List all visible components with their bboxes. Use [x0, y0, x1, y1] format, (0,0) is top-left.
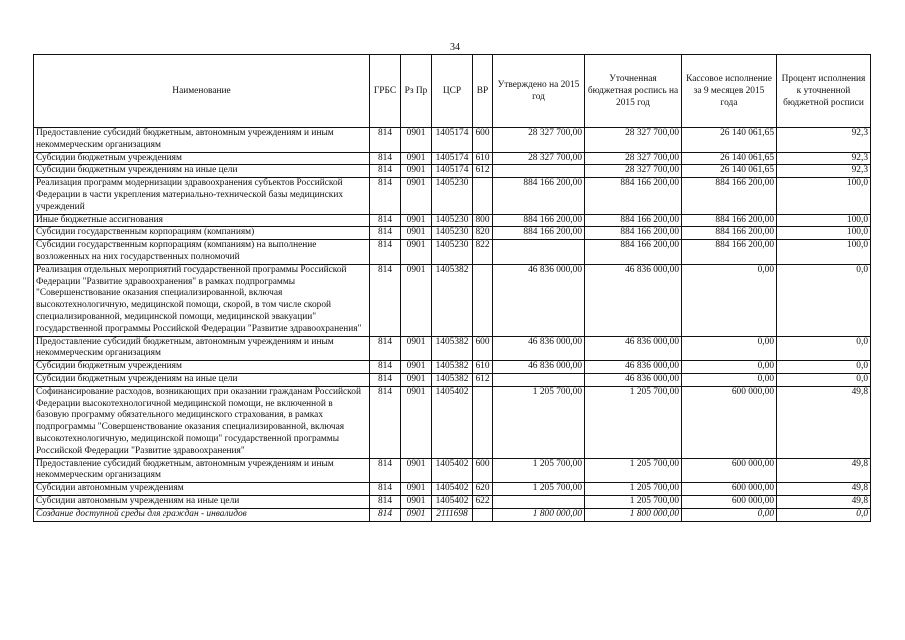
cell-approved: [493, 240, 585, 265]
cell-percent: 100,0: [777, 214, 871, 227]
cell-refined: 46 836 000,00: [585, 336, 682, 361]
cell-vr: 600: [473, 336, 493, 361]
cell-csr: 1405402: [432, 386, 473, 458]
cell-refined: 1 205 700,00: [585, 495, 682, 508]
cell-csr: 1405174: [432, 128, 473, 153]
cell-rzpr: 0901: [401, 240, 432, 265]
cell-vr: 822: [473, 240, 493, 265]
cell-cash: 26 140 061,65: [682, 152, 777, 165]
cell-rzpr: 0901: [401, 264, 432, 336]
cell-rzpr: 0901: [401, 495, 432, 508]
table-row: [34, 240, 871, 265]
cell-csr: 1405230: [432, 178, 473, 214]
cell-approved: 884 166 200,00: [493, 178, 585, 214]
cell-csr: 1405382: [432, 373, 473, 386]
cell-rzpr: 0901: [401, 361, 432, 374]
header-grbs: ГРБС: [370, 55, 401, 128]
cell-csr: 1405230: [432, 214, 473, 227]
cell-cash: 0,00: [682, 264, 777, 336]
table-row: [34, 361, 871, 374]
cell-percent: 49,8: [777, 495, 871, 508]
cell-approved: 884 166 200,00: [493, 214, 585, 227]
table-row: [34, 483, 871, 496]
cell-name: Субсидии бюджетным учреждениям на иные цели: [34, 165, 370, 178]
cell-grbs: 814: [370, 483, 401, 496]
cell-name: Создание доступной среды для граждан - инвалидов: [34, 508, 370, 521]
cell-grbs: 814: [370, 336, 401, 361]
cell-rzpr: 0901: [401, 336, 432, 361]
cell-approved: 884 166 200,00: [493, 227, 585, 240]
cell-approved: [493, 165, 585, 178]
cell-vr: [473, 508, 493, 521]
cell-name: Предоставление субсидий бюджетным, автономным учреждениям и иным некоммерческим организациям: [34, 128, 370, 153]
cell-vr: 800: [473, 214, 493, 227]
table-row: [34, 264, 871, 336]
cell-percent: 100,0: [777, 227, 871, 240]
table-row: [34, 458, 871, 483]
cell-refined: 28 327 700,00: [585, 128, 682, 153]
cell-refined: 46 836 000,00: [585, 264, 682, 336]
cell-cash: 600 000,00: [682, 483, 777, 496]
cell-name: Реализация программ модернизации здравоохранения субъектов Российской Федерации в части укрепления материально-технической базы медицинских учреждений: [34, 178, 370, 214]
cell-rzpr: 0901: [401, 458, 432, 483]
cell-vr: 612: [473, 373, 493, 386]
cell-percent: 0,0: [777, 336, 871, 361]
cell-rzpr: 0901: [401, 227, 432, 240]
cell-percent: 0,0: [777, 264, 871, 336]
cell-vr: 620: [473, 483, 493, 496]
header-rzpr: Рз Пр: [401, 55, 432, 128]
cell-csr: 2111698: [432, 508, 473, 521]
cell-percent: 49,8: [777, 458, 871, 483]
cell-refined: 1 205 700,00: [585, 386, 682, 458]
table-header-row: [34, 55, 871, 128]
cell-rzpr: 0901: [401, 386, 432, 458]
cell-percent: 100,0: [777, 240, 871, 265]
cell-name: Реализация отдельных мероприятий государственной программы Российской Федерации "Развитие здравоохранения" в рамках подпрограммы "Совершенствование оказания специализированной, включая высокотехнологичную, медицинской помощи, скорой, в том числе скорой специализированной, медицинской помощи, медицинской эвакуации" государственной программы Российской Федерации "Развитие здравоохранения": [34, 264, 370, 336]
cell-csr: 1405402: [432, 483, 473, 496]
cell-name: Иные бюджетные ассигнования: [34, 214, 370, 227]
cell-approved: 46 836 000,00: [493, 264, 585, 336]
table-row: [34, 152, 871, 165]
cell-cash: 0,00: [682, 361, 777, 374]
header-refined: Уточненная бюджетная роспись на 2015 год: [585, 55, 682, 128]
cell-cash: 26 140 061,65: [682, 128, 777, 153]
cell-rzpr: 0901: [401, 373, 432, 386]
cell-approved: 1 205 700,00: [493, 458, 585, 483]
cell-rzpr: 0901: [401, 214, 432, 227]
cell-cash: 0,00: [682, 508, 777, 521]
cell-name: Субсидии бюджетным учреждениям на иные цели: [34, 373, 370, 386]
cell-vr: 622: [473, 495, 493, 508]
cell-rzpr: 0901: [401, 508, 432, 521]
header-csr: ЦСР: [432, 55, 473, 128]
cell-grbs: 814: [370, 361, 401, 374]
cell-approved: [493, 373, 585, 386]
cell-grbs: 814: [370, 373, 401, 386]
cell-grbs: 814: [370, 240, 401, 265]
cell-vr: 600: [473, 128, 493, 153]
cell-csr: 1405174: [432, 152, 473, 165]
cell-percent: 100,0: [777, 178, 871, 214]
cell-refined: 884 166 200,00: [585, 240, 682, 265]
cell-name: Субсидии бюджетным учреждениям: [34, 152, 370, 165]
cell-percent: 92,3: [777, 128, 871, 153]
cell-cash: 0,00: [682, 336, 777, 361]
cell-percent: 92,3: [777, 152, 871, 165]
page-number: 34: [450, 42, 460, 53]
table-row: [34, 227, 871, 240]
cell-approved: 28 327 700,00: [493, 128, 585, 153]
cell-approved: [493, 495, 585, 508]
table-row: [34, 373, 871, 386]
cell-vr: [473, 264, 493, 336]
cell-name: Предоставление субсидий бюджетным, автономным учреждениям и иным некоммерческим организациям: [34, 336, 370, 361]
cell-refined: 884 166 200,00: [585, 227, 682, 240]
table-row: [34, 165, 871, 178]
cell-vr: 820: [473, 227, 493, 240]
cell-vr: 600: [473, 458, 493, 483]
cell-name: Субсидии государственным корпорациям (компаниям): [34, 227, 370, 240]
cell-name: Предоставление субсидий бюджетным, автономным учреждениям и иным некоммерческим организациям: [34, 458, 370, 483]
cell-refined: 46 836 000,00: [585, 373, 682, 386]
cell-grbs: 814: [370, 178, 401, 214]
cell-cash: 884 166 200,00: [682, 178, 777, 214]
cell-rzpr: 0901: [401, 165, 432, 178]
cell-grbs: 814: [370, 214, 401, 227]
table-row: [34, 128, 871, 153]
cell-approved: 1 205 700,00: [493, 483, 585, 496]
cell-rzpr: 0901: [401, 483, 432, 496]
cell-rzpr: 0901: [401, 152, 432, 165]
budget-table: [33, 54, 871, 522]
cell-csr: 1405402: [432, 458, 473, 483]
cell-grbs: 814: [370, 152, 401, 165]
cell-grbs: 814: [370, 386, 401, 458]
header-name: Наименование: [34, 55, 370, 128]
cell-cash: 600 000,00: [682, 386, 777, 458]
header-percent: Процент исполнения к уточненной бюджетной росписи: [777, 55, 871, 128]
cell-refined: 1 205 700,00: [585, 458, 682, 483]
cell-csr: 1405382: [432, 336, 473, 361]
cell-cash: 884 166 200,00: [682, 227, 777, 240]
cell-csr: 1405382: [432, 361, 473, 374]
cell-vr: 610: [473, 152, 493, 165]
cell-rzpr: 0901: [401, 178, 432, 214]
cell-approved: 1 205 700,00: [493, 386, 585, 458]
cell-cash: 884 166 200,00: [682, 240, 777, 265]
header-vr: ВР: [473, 55, 493, 128]
cell-name: Субсидии бюджетным учреждениям: [34, 361, 370, 374]
cell-cash: 600 000,00: [682, 495, 777, 508]
cell-refined: 884 166 200,00: [585, 178, 682, 214]
header-approved: Утверждено на 2015 год: [493, 55, 585, 128]
cell-approved: 28 327 700,00: [493, 152, 585, 165]
cell-refined: 1 205 700,00: [585, 483, 682, 496]
cell-grbs: 814: [370, 508, 401, 521]
cell-csr: 1405402: [432, 495, 473, 508]
cell-percent: 92,3: [777, 165, 871, 178]
header-cash: Кассовое исполнение за 9 месяцев 2015 года: [682, 55, 777, 128]
cell-cash: 0,00: [682, 373, 777, 386]
table-row: [34, 495, 871, 508]
table-row: [34, 178, 871, 214]
table-row: [34, 386, 871, 458]
cell-name: Субсидии автономным учреждениям на иные цели: [34, 495, 370, 508]
table-row: [34, 508, 871, 521]
cell-approved: 46 836 000,00: [493, 336, 585, 361]
cell-rzpr: 0901: [401, 128, 432, 153]
cell-name: Софинансирование расходов, возникающих при оказании гражданам Российской Федерации высокотехнологичной медицинской помощи, не включенной в базовую программу обязательного медицинского страхования, в рамках подпрограммы "Совершенствование оказания специализированной, включая высокотехнологичную, медицинской помощи" государственной программы Российской Федерации "Развитие здравоохранения": [34, 386, 370, 458]
cell-csr: 1405230: [432, 227, 473, 240]
cell-grbs: 814: [370, 458, 401, 483]
cell-cash: 26 140 061,65: [682, 165, 777, 178]
cell-csr: 1405230: [432, 240, 473, 265]
cell-approved: 46 836 000,00: [493, 361, 585, 374]
cell-grbs: 814: [370, 128, 401, 153]
cell-refined: 28 327 700,00: [585, 152, 682, 165]
cell-grbs: 814: [370, 165, 401, 178]
cell-vr: 612: [473, 165, 493, 178]
cell-percent: 49,8: [777, 483, 871, 496]
cell-csr: 1405174: [432, 165, 473, 178]
cell-vr: [473, 386, 493, 458]
cell-grbs: 814: [370, 227, 401, 240]
cell-percent: 0,0: [777, 373, 871, 386]
table-body: [34, 128, 871, 522]
cell-percent: 49,8: [777, 386, 871, 458]
cell-csr: 1405382: [432, 264, 473, 336]
cell-percent: 0,0: [777, 508, 871, 521]
cell-cash: 884 166 200,00: [682, 214, 777, 227]
cell-cash: 600 000,00: [682, 458, 777, 483]
cell-vr: 610: [473, 361, 493, 374]
table-row: [34, 336, 871, 361]
cell-refined: 46 836 000,00: [585, 361, 682, 374]
cell-approved: 1 800 000,00: [493, 508, 585, 521]
cell-refined: 1 800 000,00: [585, 508, 682, 521]
cell-name: Субсидии автономным учреждениям: [34, 483, 370, 496]
cell-refined: 884 166 200,00: [585, 214, 682, 227]
cell-grbs: 814: [370, 264, 401, 336]
table-row: [34, 214, 871, 227]
cell-refined: 28 327 700,00: [585, 165, 682, 178]
cell-name: Субсидии государственным корпорациям (компаниям) на выполнение возложенных на них государственных полномочий: [34, 240, 370, 265]
cell-vr: [473, 178, 493, 214]
cell-grbs: 814: [370, 495, 401, 508]
cell-percent: 0,0: [777, 361, 871, 374]
